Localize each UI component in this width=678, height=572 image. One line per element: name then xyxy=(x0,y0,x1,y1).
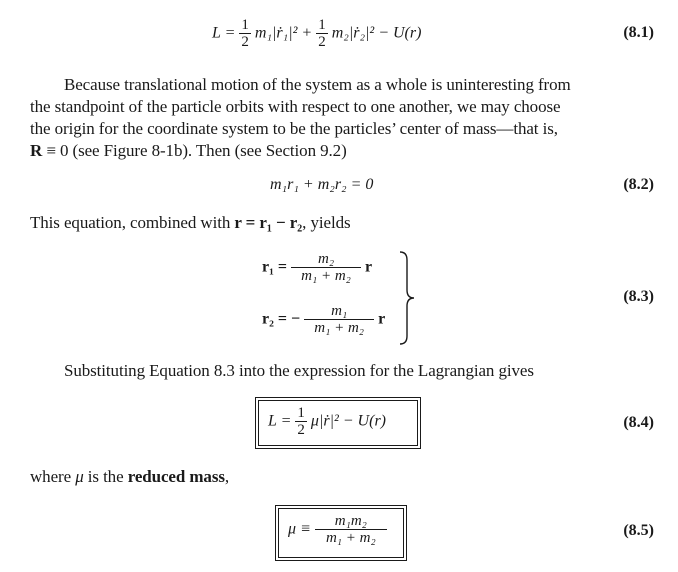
eq81-term1: m₁|ṙ₁|² + xyxy=(254,24,313,42)
eq85-expression xyxy=(288,514,387,546)
eq82-expression: m₁r₁ + m₂r₂ = 0 xyxy=(270,176,374,193)
equation-number-8-1: (8.1) xyxy=(623,24,654,41)
paragraph-reduced-mass xyxy=(30,466,658,488)
para2-line xyxy=(30,212,658,234)
eq83-r1 xyxy=(262,252,372,284)
eq84-expression xyxy=(268,406,386,438)
eq84-frac-half xyxy=(295,406,307,438)
equation-number-8-3: (8.3) xyxy=(623,288,654,305)
para1-line4 xyxy=(30,140,660,162)
equation-8-1 xyxy=(0,14,678,54)
para2-math: r = r₁ − r₂ xyxy=(234,213,303,232)
eq83-r1-num: m₂ xyxy=(317,251,335,267)
para4-mid: is the xyxy=(83,467,128,486)
para4-mu: μ xyxy=(75,467,84,486)
eq83-r2-tail: r xyxy=(378,310,386,328)
eq81-frac1-num: 1 xyxy=(241,17,249,33)
eq84-frac-den: 2 xyxy=(297,422,305,438)
equation-8-5 xyxy=(0,502,678,564)
eq85-frac xyxy=(315,514,387,546)
para4-post: , xyxy=(224,467,230,486)
para4-line xyxy=(30,466,658,488)
eq81-frac1-den: 2 xyxy=(241,34,249,50)
para2-pre: This equation, combined with xyxy=(30,213,235,232)
eq84-rhs: μ|ṙ|² − U(r) xyxy=(310,412,386,430)
para1-line4-rest: ≡ 0 (see Figure 8-1b). Then (see Section 9.2) xyxy=(42,141,347,160)
eq81-term2: m₂|ṙ₂|² − U(r) xyxy=(331,24,422,42)
equation-8-2 xyxy=(0,172,678,200)
para1-line3: the origin for the coordinate system to be the particles’ center of mass—that is, xyxy=(30,119,558,138)
eq83-r1-tail: r xyxy=(365,258,373,276)
eq85-den: m₁ + m₂ xyxy=(315,529,387,546)
eq83-r1-lhs: r₁ = xyxy=(262,258,288,276)
equation-number-8-5: (8.5) xyxy=(623,522,654,539)
para4-pre: where xyxy=(30,467,76,486)
eq83-r2-num: m₁ xyxy=(331,303,348,319)
eq84-lhs: L = xyxy=(268,412,292,430)
para1-line1: Because translational motion of the system as a whole is uninteresting from xyxy=(64,75,571,94)
equation-8-4 xyxy=(0,396,678,452)
eq85-num: m₁m₂ xyxy=(334,513,367,529)
eq81-frac-half-2 xyxy=(316,18,328,50)
eq83-r2-den: m₁ + m₂ xyxy=(304,319,374,336)
paragraph-combined-equation xyxy=(30,212,658,234)
paragraph-translational-motion xyxy=(30,74,660,162)
equation-number-8-4: (8.4) xyxy=(623,414,654,431)
eq83-r2 xyxy=(262,304,385,336)
eq85-lhs: μ ≡ xyxy=(288,520,311,538)
equation-number-8-2: (8.2) xyxy=(623,176,654,193)
para2-post: , yields xyxy=(302,213,351,232)
eq81-frac-half-1 xyxy=(239,18,251,50)
para3-line: Substituting Equation 8.3 into the expression for the Lagrangian gives xyxy=(64,361,534,380)
para1-line2: the standpoint of the particle orbits with respect to one another, we may choose xyxy=(30,97,561,116)
eq83-r1-frac xyxy=(291,252,361,284)
vector-R: R xyxy=(30,141,43,160)
eq81-frac2-num: 1 xyxy=(318,17,326,33)
eq81-frac2-den: 2 xyxy=(318,34,326,50)
eq83-r2-frac xyxy=(304,304,374,336)
eq83-r2-lhs: r₂ = − xyxy=(262,310,301,328)
eq81-lhs: L = xyxy=(212,24,236,42)
right-brace-icon xyxy=(398,250,416,346)
eq84-frac-num: 1 xyxy=(297,405,305,421)
eq83-r1-den: m₁ + m₂ xyxy=(291,267,361,284)
equation-8-1-expression xyxy=(212,18,421,50)
equation-8-3 xyxy=(0,246,678,350)
reduced-mass-term: reduced mass xyxy=(127,467,225,486)
paragraph-substituting xyxy=(30,360,658,382)
